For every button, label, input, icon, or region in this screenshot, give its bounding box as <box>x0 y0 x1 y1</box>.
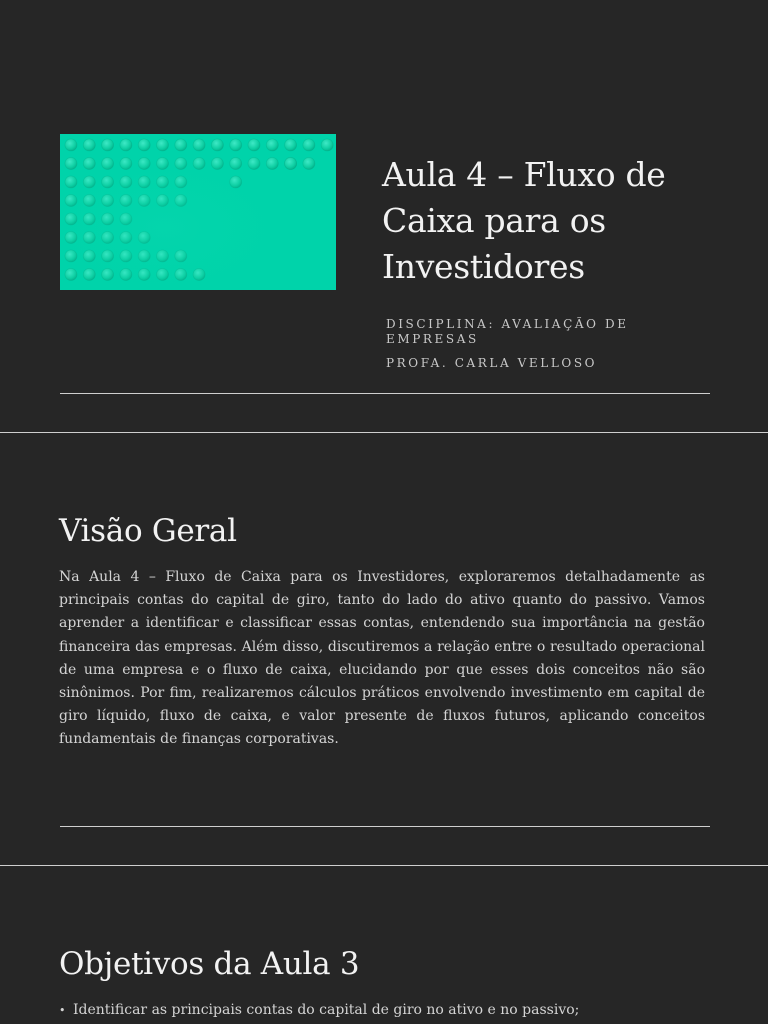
objectives-heading: Objetivos da Aula 3 <box>59 946 360 982</box>
professor-label: PROFA. CARLA VELLOSO <box>386 356 598 370</box>
title-slide <box>0 0 768 432</box>
overview-divider <box>60 826 710 827</box>
objective-text: Identificar as principais contas do capital de giro no ativo e no passivo; <box>73 1002 580 1018</box>
list-item <box>59 999 709 1022</box>
overview-slide <box>0 433 768 865</box>
objectives-list <box>59 999 709 1022</box>
slide-title: Aula 4 – Fluxo de Caixa para os Investidores <box>382 155 666 286</box>
discipline-label: DISCIPLINA: AVALIAÇÃO DE EMPRESAS <box>386 317 629 346</box>
overview-heading: Visão Geral <box>59 513 237 549</box>
teal-dot-pattern-image <box>60 134 336 290</box>
title-divider <box>60 393 710 394</box>
bullet-icon: • <box>59 1004 66 1017</box>
overview-paragraph: Na Aula 4 – Fluxo de Caixa para os Investidores, exploraremos detalhadamente as principais contas do capital de giro, tanto do lado do ativo quanto do passivo. Vamos aprender a identificar e classificar essas contas, entendendo sua importância na gestão financeira das empresas. Além disso, discutiremos a relação entre o resultado operacional de uma empresa e o fluxo de caixa, elucidando por que esses dois conceitos não são sinônimos. Por fim, realizaremos cálculos práticos envolvendo investimento em capital de giro líquido, fluxo de caixa, e valor presente de fluxos futuros, aplicando conceitos fundamentais de finanças corporativas. <box>59 569 705 748</box>
objectives-slide <box>0 866 768 1024</box>
